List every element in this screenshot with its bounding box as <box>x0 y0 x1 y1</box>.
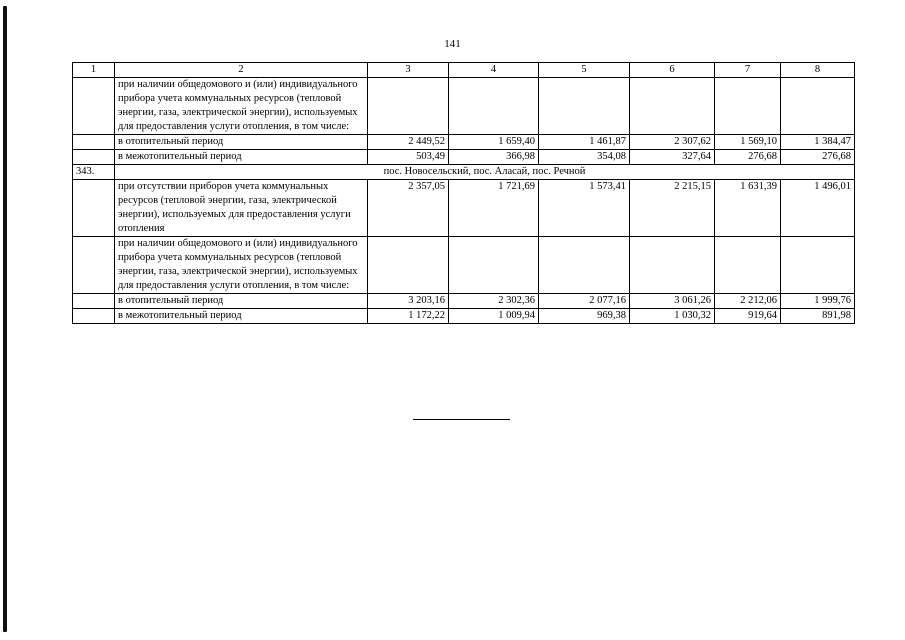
value-cell: 1 631,39 <box>715 180 781 237</box>
row-description: в отопительный период <box>115 294 368 309</box>
value-cell: 2 307,62 <box>630 135 715 150</box>
value-cell <box>630 237 715 294</box>
column-header: 5 <box>539 63 630 78</box>
locality-name: пос. Новосельский, пос. Аласай, пос. Речной <box>115 165 855 180</box>
column-header: 3 <box>368 63 449 78</box>
value-cell: 1 569,10 <box>715 135 781 150</box>
table-row <box>73 78 855 135</box>
value-cell: 1 496,01 <box>781 180 855 237</box>
value-cell: 276,68 <box>781 150 855 165</box>
table-row <box>73 294 855 309</box>
value-cell: 2 212,06 <box>715 294 781 309</box>
value-cell <box>449 237 539 294</box>
entry-number: 343. <box>73 165 115 180</box>
value-cell: 503,49 <box>368 150 449 165</box>
value-cell: 2 449,52 <box>368 135 449 150</box>
column-header: 7 <box>715 63 781 78</box>
row-description: в межотопительный период <box>115 150 368 165</box>
value-cell: 2 357,05 <box>368 180 449 237</box>
value-cell: 1 999,76 <box>781 294 855 309</box>
row-description: в отопительный период <box>115 135 368 150</box>
row-number-cell <box>73 135 115 150</box>
value-cell: 1 172,22 <box>368 309 449 324</box>
value-cell <box>368 78 449 135</box>
value-cell: 366,98 <box>449 150 539 165</box>
row-description: при наличии общедомового и (или) индивидуального прибора учета коммунальных ресурсов (тепловой энергии, газа, электрической энергии), используемых для предоставления услуги отопления, в том числе: <box>115 237 368 294</box>
table-row <box>73 180 855 237</box>
locality-row <box>73 165 855 180</box>
value-cell: 891,98 <box>781 309 855 324</box>
value-cell: 1 009,94 <box>449 309 539 324</box>
row-number-cell <box>73 150 115 165</box>
value-cell: 1 721,69 <box>449 180 539 237</box>
table-row <box>73 150 855 165</box>
value-cell <box>715 237 781 294</box>
column-header: 2 <box>115 63 368 78</box>
scan-edge-mark <box>3 6 7 632</box>
row-description: при отсутствии приборов учета коммунальных ресурсов (тепловой энергии, газа, электрической энергии), используемых для предоставления услуги отопления <box>115 180 368 237</box>
value-cell: 2 215,15 <box>630 180 715 237</box>
value-cell: 2 077,16 <box>539 294 630 309</box>
row-description: при наличии общедомового и (или) индивидуального прибора учета коммунальных ресурсов (тепловой энергии, газа, электрической энергии), используемых для предоставления услуги отопления, в том числе: <box>115 78 368 135</box>
value-cell: 3 203,16 <box>368 294 449 309</box>
value-cell <box>539 237 630 294</box>
value-cell <box>781 78 855 135</box>
table-row <box>73 135 855 150</box>
value-cell <box>449 78 539 135</box>
value-cell: 1 461,87 <box>539 135 630 150</box>
row-number-cell <box>73 294 115 309</box>
page-number: 141 <box>444 38 461 50</box>
table-header-row <box>73 63 855 78</box>
value-cell: 276,68 <box>715 150 781 165</box>
value-cell: 1 573,41 <box>539 180 630 237</box>
value-cell <box>368 237 449 294</box>
value-cell: 1 030,32 <box>630 309 715 324</box>
table-row <box>73 309 855 324</box>
row-number-cell <box>73 78 115 135</box>
value-cell: 354,08 <box>539 150 630 165</box>
column-header: 8 <box>781 63 855 78</box>
value-cell <box>539 78 630 135</box>
row-number-cell <box>73 237 115 294</box>
value-cell: 1 384,47 <box>781 135 855 150</box>
value-cell <box>715 78 781 135</box>
column-header: 4 <box>449 63 539 78</box>
value-cell <box>781 237 855 294</box>
row-description: в межотопительный период <box>115 309 368 324</box>
value-cell: 969,38 <box>539 309 630 324</box>
row-number-cell <box>73 309 115 324</box>
value-cell: 919,64 <box>715 309 781 324</box>
column-header: 1 <box>73 63 115 78</box>
end-of-table-rule <box>413 419 510 420</box>
value-cell: 327,64 <box>630 150 715 165</box>
value-cell: 2 302,36 <box>449 294 539 309</box>
value-cell <box>630 78 715 135</box>
column-header: 6 <box>630 63 715 78</box>
value-cell: 1 659,40 <box>449 135 539 150</box>
row-number-cell <box>73 180 115 237</box>
table-row <box>73 237 855 294</box>
tariff-table <box>72 62 855 324</box>
value-cell: 3 061,26 <box>630 294 715 309</box>
